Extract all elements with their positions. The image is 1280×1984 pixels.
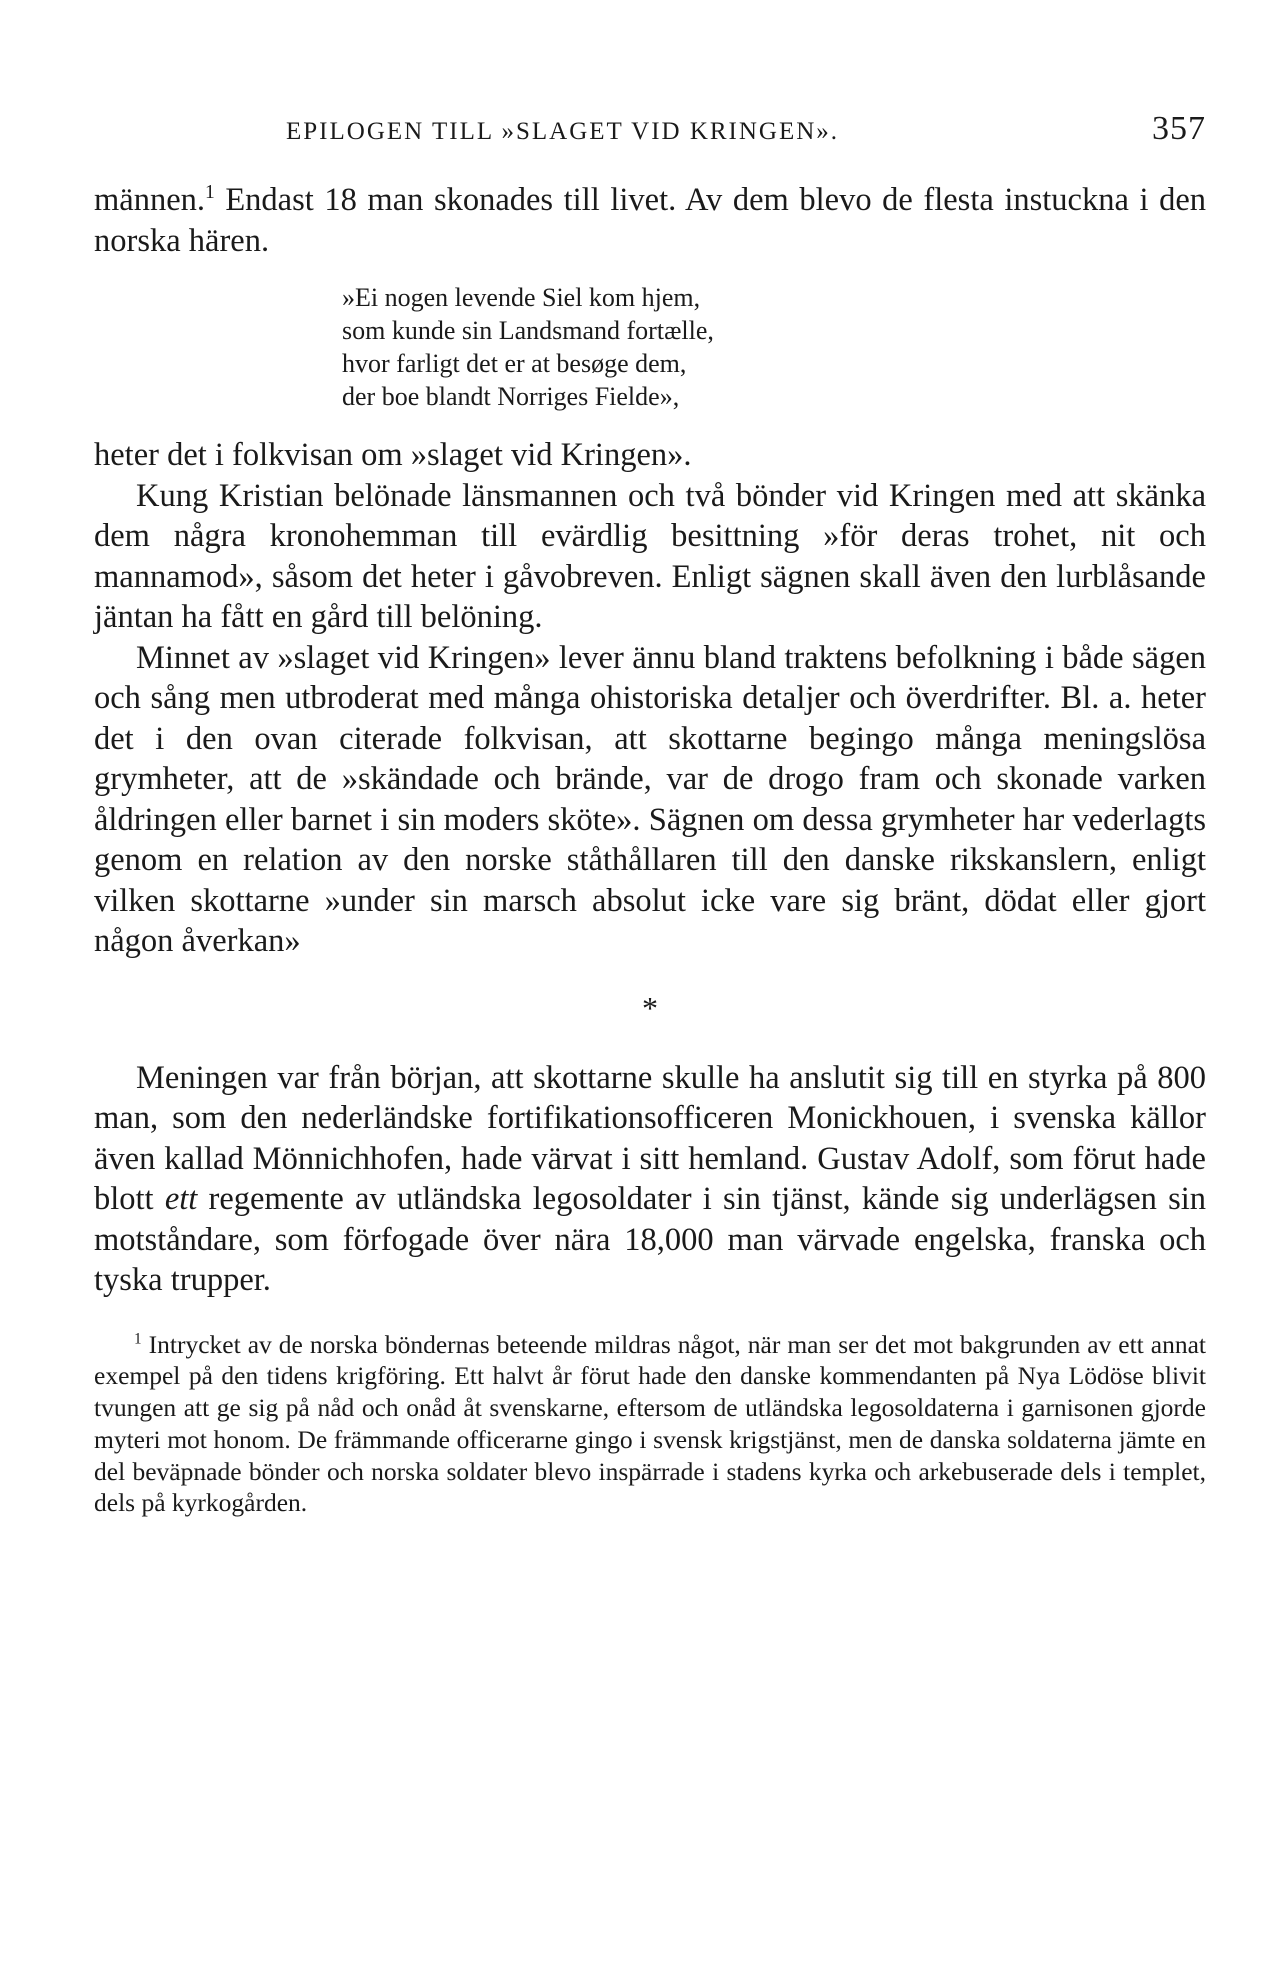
footnote-1 — [94, 1329, 1206, 1520]
verse-quote — [342, 281, 1206, 413]
verse-line-1: »Ei nogen levende Siel kom hjem, — [342, 283, 701, 312]
paragraph-5 — [94, 1058, 1206, 1301]
verse-line-4: der boe blandt Norriges Fielde», — [342, 382, 680, 411]
section-separator: * — [642, 989, 658, 1026]
running-title: EPILOGEN TILL »SLAGET VID KRINGEN». — [286, 118, 840, 145]
page-number: 357 — [1152, 110, 1206, 147]
footnote-text: Intrycket av de norska böndernas beteende mildras något, när man ser det mot bakgrunden av ett annat exempel på den tidens krigföring. Ett halvt år förut hade den danske kommendanten på Nya Lödöse blivit tvungen att ge sig på nåd och onåd åt svenskarne, eftersom de utländska legosoldaterna i garnisonen gjorde myteri mot honom. De främmande officerarne gingo i svensk krigstjänst, men de danska soldaterna jämte en del beväpnade bönder och norska soldater blevo inspärrade i stadens kyrka och arkebuserade dels i templet, dels på kyrkogården. — [94, 1329, 1206, 1518]
paragraph-5-start: Meningen var från början, att skottarne skulle ha anslutit sig till en styrka på 800 man, som den nederländske fortifikationsofficeren Monickhouen, i svenska källor även kallad Mönnichhofen, hade värvat i sitt hemland. Gustav Adolf, som förut hade blott — [94, 1059, 1206, 1217]
book-page — [94, 110, 1206, 1519]
emphasized-word: ett — [164, 1181, 198, 1217]
footnote-reference: 1 — [205, 182, 215, 204]
paragraph-4: Minnet av »slaget vid Kringen» lever ännu bland traktens befolkning i både sägen och sång men utbroderat med många ohistoriska detaljer och överdrifter. Bl. a. heter det i den ovan citerade folkvisan, att skottarne begingo många meningslösa grymheter, att de »skändade och brände, var de drogo fram och skonade varken åldringen eller barnet i sin moders sköte». Sägnen om dessa grymheter har vederlagts genom en relation av den norske ståthållaren till den danske rikskanslern, enligt vilken skottarne »under sin marsch absolut icke vare sig bränt, dödat eller gjort någon åverkan» — [94, 639, 1206, 959]
footnotes — [94, 1329, 1206, 1520]
paragraph-1-rest: Endast 18 man skonades till livet. Av dem blevo de flesta instuckna i den norska hären. — [94, 182, 1206, 259]
paragraph-5-rest: regemente av utländska legosoldater i sin tjänst, kände sig underlägsen sin motståndare, som förfogade över nära 18,000 man värvade engelska, franska och tyska trupper. — [94, 1181, 1207, 1298]
body-text — [94, 180, 1206, 1301]
footnote-marker: 1 — [134, 1330, 142, 1347]
paragraph-1 — [94, 180, 1206, 261]
paragraph-2: heter det i folkvisan om »slaget vid Kringen». — [94, 437, 692, 473]
paragraph-1-start: männen. — [94, 182, 206, 218]
verse-line-3: hvor farligt det er at besøge dem, — [342, 349, 687, 378]
paragraph-3: Kung Kristian belönade länsmannen och två bönder vid Kringen med att skänka dem några kronohemman till evärdlig besittning »för deras trohet, nit och mannamod», såsom det heter i gåvobreven. Enligt sägnen skall även den lurblåsande jäntan ha fått en gård till belöning. — [94, 477, 1206, 635]
verse-line-2: som kunde sin Landsmand fortælle, — [342, 316, 714, 345]
running-head — [94, 110, 1206, 158]
